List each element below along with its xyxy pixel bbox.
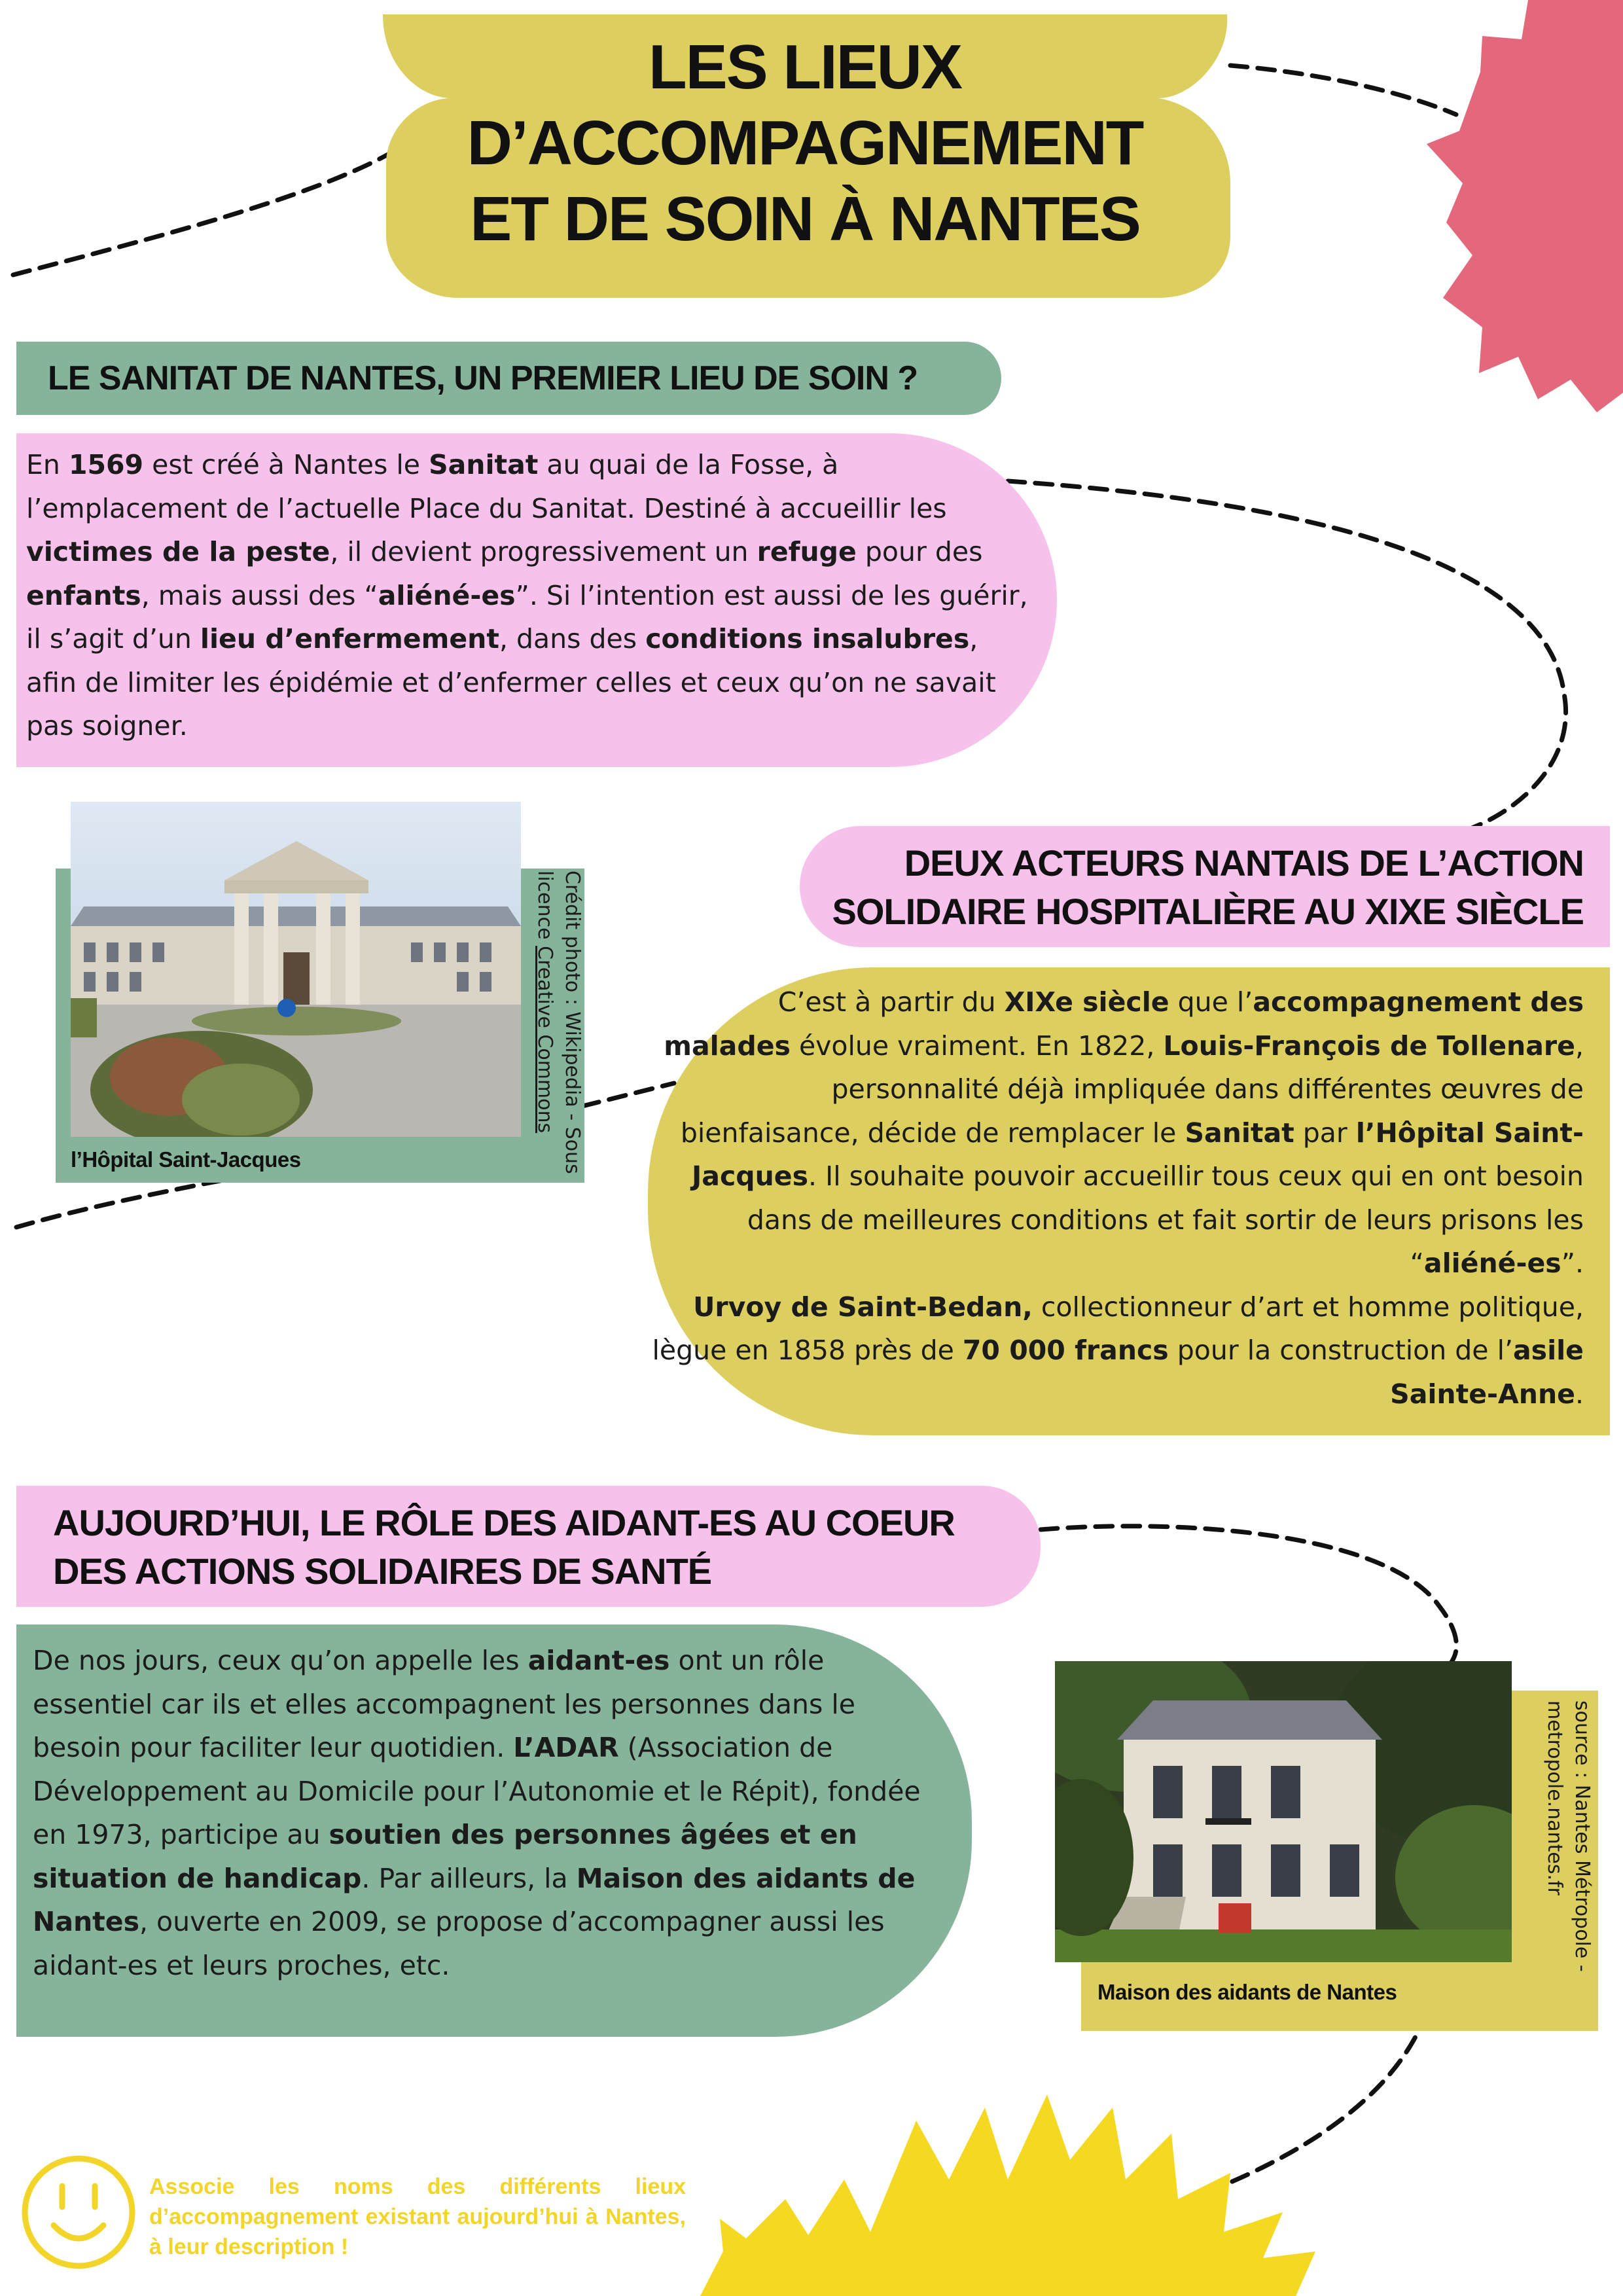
title-line: ET DE SOIN À NANTES — [470, 184, 1140, 254]
photo1-credit — [531, 870, 586, 1174]
section1-heading: LE SANITAT DE NANTES, UN PREMIER LIEU DE SOIN ? — [16, 342, 1001, 415]
photo1-credit-line — [531, 870, 558, 1174]
photo2-credit — [1541, 1700, 1596, 1972]
photo1-caption: l’Hôpital Saint-Jacques — [71, 1147, 301, 1172]
section2-heading — [800, 826, 1610, 947]
section3-heading-line: AUJOURD’HUI, LE RÔLE DES AIDANT-ES AU COEUR — [53, 1502, 955, 1543]
section3-heading-line: DES ACTIONS SOLIDAIRES DE SANTÉ — [53, 1551, 712, 1592]
dashed-line-top-left — [13, 152, 393, 275]
hopital-saint-jacques-photo — [71, 802, 521, 1137]
smiley-icon — [25, 2159, 132, 2266]
photo2-credit-line: metropole.nantes.fr — [1543, 1700, 1566, 1895]
section2-heading-line: DEUX ACTEURS NANTAIS DE L’ACTION — [904, 842, 1584, 884]
title-line: D’ACCOMPAGNEMENT — [467, 108, 1143, 178]
dashed-line-bottom — [1041, 1526, 1456, 1666]
creative-commons-link[interactable]: Creative Commons — [533, 946, 556, 1134]
dashed-line-top-right — [1230, 65, 1456, 115]
photo2-caption: Maison des aidants de Nantes — [1097, 1980, 1397, 2004]
section3-paragraph: De nos jours, ceux qu’on appelle les aidant-es ont un rôle essentiel car ils et elles accompagnent les personnes dans le besoin pour faciliter leur quotidien. L’ADAR (Association de Développement au Domicile pour l’Autonomie et le Répit), fondée en 1973, participe au soutien des personnes âgées et en situation de handicap. Par ailleurs, la Maison des aidants de Nantes, ouverte en 2009, se propose d’accompagner aussi les aidant-es et leurs proches, etc. — [16, 1624, 972, 2037]
section2-paragraph: C’est à partir du XIXe siècle que l’accompagnement des malades évolue vraiment. En 1822, Louis-François de Tollenare, personnalité déjà impliquée dans différentes œuvres de bienfaisance, décide de remplacer le Sanitat par l’Hôpital Saint-Jacques. Il souhaite pouvoir accueillir tous ceux qui en ont besoin dans de meilleures conditions et fait sortir de leurs prisons les “aliéné-es”. Urvoy de Saint-Bedan, collectionneur d’art et homme politique, lègue en 1858 près de 70 000 francs pour la construction de l’asile Sainte-Anne. — [648, 967, 1610, 1435]
dashed-line-footer — [1152, 2013, 1427, 2212]
photo2-credit-line: source : Nantes Métropole - — [1571, 1700, 1594, 1972]
title-line: LES LIEUX — [648, 32, 962, 102]
dashed-line-photo-right — [582, 1083, 674, 1106]
section3-heading — [16, 1486, 1041, 1607]
photo1-credit-line: Crédit photo : Wikipedia - Sous — [561, 870, 584, 1174]
activity-instruction: Associe les noms des différents lieux d’accompagnement existant aujourd’hui à Nantes, à leur description ! — [149, 2174, 686, 2259]
page-title — [383, 20, 1227, 257]
yellow-star-shape — [700, 2094, 1315, 2296]
dashed-line-middle — [1008, 481, 1566, 834]
photo1-credit-prefix: licence — [533, 870, 556, 946]
section2-heading-line: SOLIDAIRE HOSPITALIÈRE AU XIXE SIÈCLE — [832, 891, 1584, 932]
coral-star-shape — [1427, 0, 1623, 412]
maison-des-aidants-photo — [1055, 1661, 1512, 1962]
section1-paragraph: En 1569 est créé à Nantes le Sanitat au quai de la Fosse, à l’emplacement de l’actuelle Place du Sanitat. Destiné à accueillir les victimes de la peste, il devient progressivement un refuge pour des enfants, mais aussi des “aliéné-es”. Si l’intention est aussi de les guérir, il s’agit d’un lieu d’enfermement, dans des conditions insalubres, afin de limiter les épidémie et d’enfermer celles et ceux qu’on ne savait pas soigner. — [16, 433, 1057, 767]
